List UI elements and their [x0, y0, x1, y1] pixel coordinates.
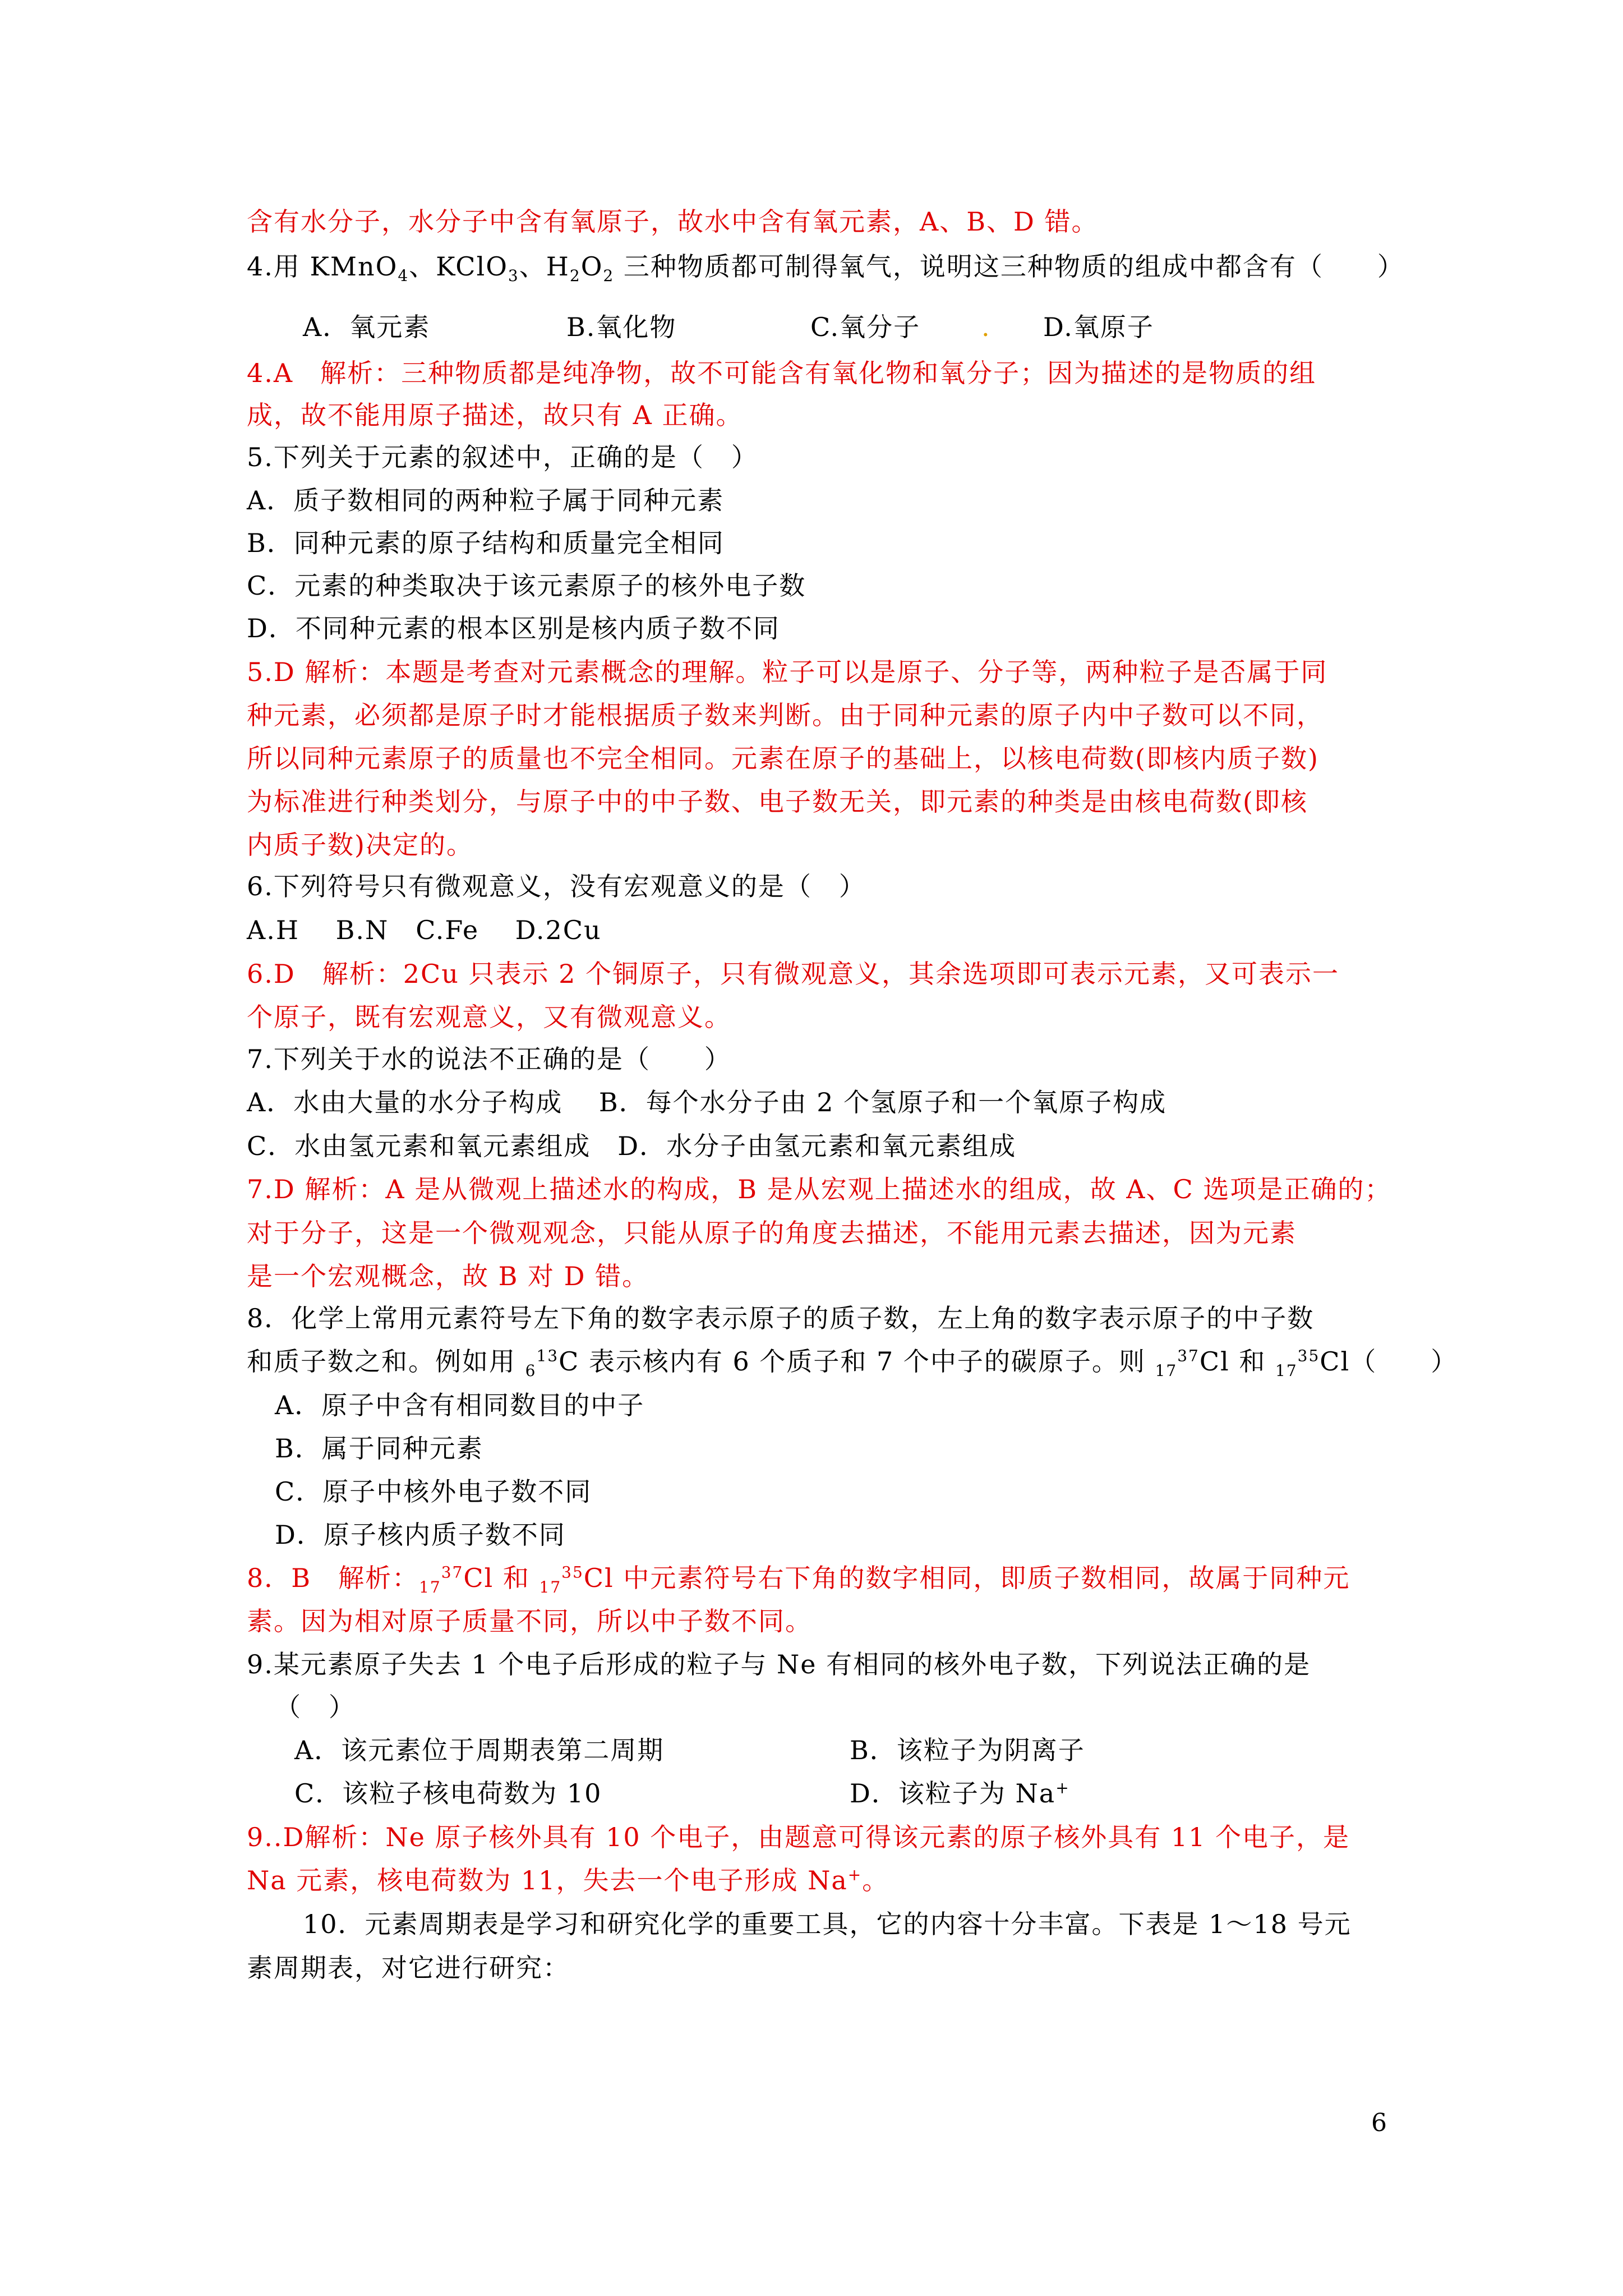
question-7-options-ab: A．水由大量的水分子构成 B．每个水分子由 2 个氢原子和一个氧原子构成: [247, 1087, 1167, 1117]
question-9-option-a: A．该元素位于周期表第二周期: [294, 1735, 665, 1765]
answer-5-line-4: 为标准进行种类划分，与原子中的中子数、电子数无关，即元素的种类是由核电荷数(即核: [247, 786, 1308, 817]
answer-6-line-2: 个原子，既有宏观意义，又有微观意义。: [247, 1002, 731, 1032]
answer-3-continuation: 含有水分子，水分子中含有氧原子，故水中含有氧元素，A、B、D 错。: [247, 206, 1099, 237]
question-8-option-a: A．原子中含有相同数目的中子: [275, 1390, 645, 1420]
question-7-options-cd: C．水由氢元素和氧元素组成 D．水分子由氢元素和氧元素组成: [247, 1131, 1017, 1161]
question-6: 6.下列符号只有微观意义，没有宏观意义的是（ ）: [247, 871, 866, 901]
answer-5-line-5: 内质子数)决定的。: [247, 830, 473, 860]
answer-4-line-2: 成，故不能用原子描述，故只有 A 正确。: [247, 400, 743, 430]
question-6-options: A.H B.N C.Fe D.2Cu: [247, 915, 602, 945]
question-4-option-b: B.氧化物: [566, 312, 677, 342]
decorative-dot: .: [981, 312, 991, 342]
question-7: 7.下列关于水的说法不正确的是（ ）: [247, 1044, 731, 1074]
question-4: 4.用 KMnO$_4$、KClO$_3$、$H_2O_2$ 三种物质都可制得氧气，说明这三种物质的组成中都含有（ ）: [247, 251, 1404, 286]
question-8-option-c: C．原子中核外电子数不同: [275, 1476, 592, 1507]
question-4-option-c: C.氧分子: [810, 312, 921, 342]
question-4-option-a: A．氧元素: [303, 312, 431, 342]
answer-5-line-1: 5.D 解析：本题是考查对元素概念的理解。粒子可以是原子、分子等，两种粒子是否属于同: [247, 657, 1328, 687]
question-8-line-1: 8．化学上常用元素符号左下角的数字表示原子的质子数，左上角的数字表示原子的中子数: [247, 1303, 1315, 1333]
question-8-line-2: 和质子数之和。例如用 $_6^{13}$C 表示核内有 6 个质子和 7 个中子的碳原子。则 $_{17}^{37}$Cl 和 $_{17}^{35}$Cl（ ）: [247, 1346, 1458, 1381]
question-5-option-a: A．质子数相同的两种粒子属于同种元素: [247, 485, 725, 516]
answer-8-line-2: 素。因为相对原子质量不同，所以中子数不同。: [247, 1606, 812, 1636]
answer-7-line-1: 7.D 解析：A 是从微观上描述水的构成，B 是从宏观上描述水的组成，故 A、C 选项是正确的；: [247, 1174, 1392, 1204]
answer-9-line-2: Na 元素，核电荷数为 11，失去一个电子形成 Na+。: [247, 1865, 889, 1895]
question-5: 5.下列关于元素的叙述中，正确的是（ ）: [247, 442, 758, 472]
question-5-option-b: B．同种元素的原子结构和质量完全相同: [247, 528, 725, 558]
question-9-line-2: （ ）: [275, 1692, 356, 1722]
answer-4-line-1: 4.A 解析：三种物质都是纯净物，故不可能含有氧化物和氧分子；因为描述的是物质的组: [247, 358, 1317, 388]
question-9-option-d: D．该粒子为 Na+: [850, 1778, 1070, 1809]
question-10-line-2: 素周期表，对它进行研究：: [247, 1953, 570, 1983]
question-5-option-c: C．元素的种类取决于该元素原子的核外电子数: [247, 570, 806, 601]
answer-8-line-1: 8．B 解析：$_{17}^{37}$Cl 和 $_{17}^{35}$Cl 中元素符号右下角的数字相同，即质子数相同，故属于同种元: [247, 1563, 1350, 1597]
answer-5-line-3: 所以同种元素原子的质量也不完全相同。元素在原子的基础上，以核电荷数(即核内质子数): [247, 743, 1319, 774]
page-number: 6: [1371, 2109, 1387, 2137]
question-9-option-c: C．该粒子核电荷数为 10: [294, 1778, 602, 1809]
question-9-line-1: 9.某元素原子失去 1 个电子后形成的粒子与 Ne 有相同的核外电子数，下列说法正确的是: [247, 1649, 1311, 1680]
answer-7-line-2: 对于分子，这是一个微观观念，只能从原子的角度去描述，不能用元素去描述，因为元素: [247, 1218, 1297, 1248]
question-5-option-d: D．不同种元素的根本区别是核内质子数不同: [247, 613, 780, 643]
answer-9-line-1: 9..D解析：Ne 原子核外具有 10 个电子，由题意可得该元素的原子核外具有 11 个电子，是: [247, 1822, 1350, 1852]
answer-5-line-2: 种元素，必须都是原子时才能根据质子数来判断。由于同种元素的原子内中子数可以不同，: [247, 700, 1324, 730]
question-4-option-d: D.氧原子: [1043, 312, 1154, 342]
question-8-option-b: B．属于同种元素: [275, 1433, 483, 1464]
answer-6-line-1: 6.D 解析：2Cu 只表示 2 个铜原子，只有微观意义，其余选项即可表示元素，又可表示一: [247, 959, 1339, 989]
answer-7-line-3: 是一个宏观概念，故 B 对 D 错。: [247, 1261, 649, 1291]
question-8-option-d: D．原子核内质子数不同: [275, 1520, 566, 1550]
question-10-line-1: 10．元素周期表是学习和研究化学的重要工具，它的内容十分丰富。下表是 1～18 号元: [303, 1909, 1352, 1939]
question-9-option-b: B．该粒子为阴离子: [850, 1735, 1085, 1765]
